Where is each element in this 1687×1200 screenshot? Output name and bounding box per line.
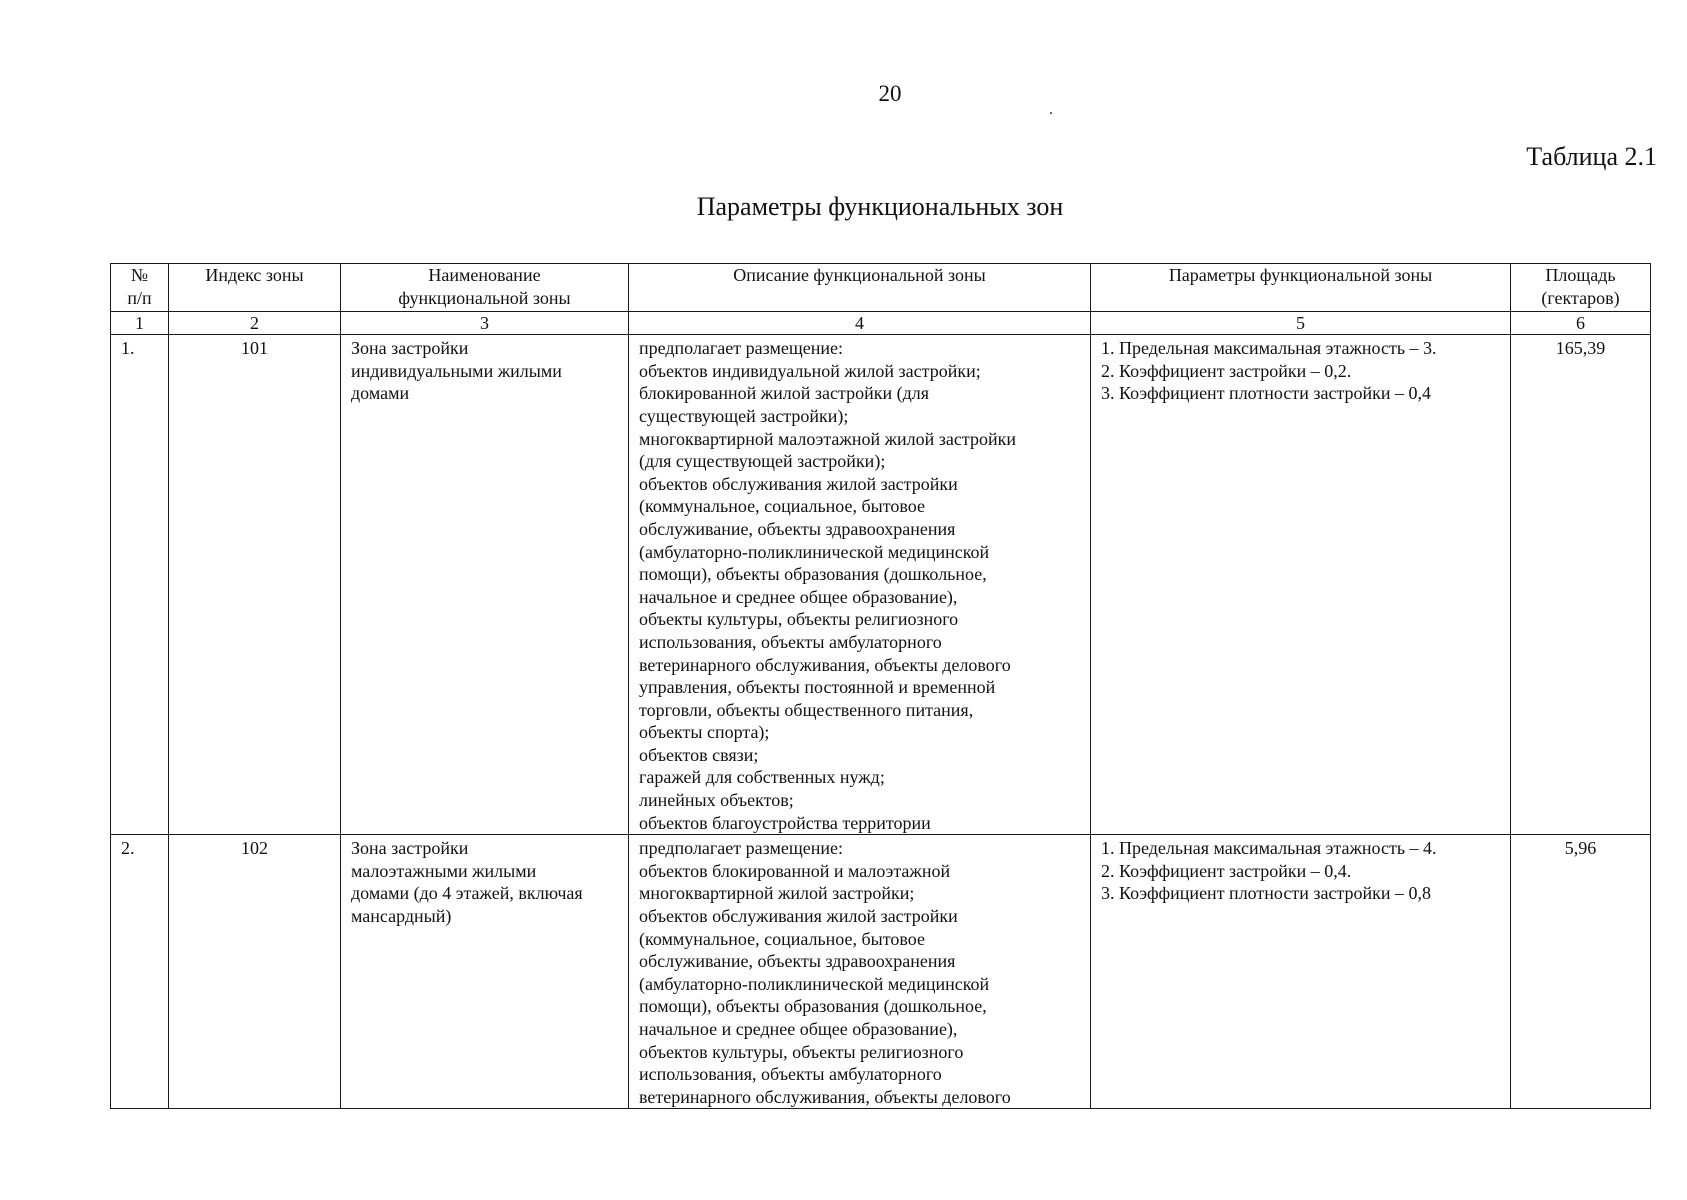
cell-zone-parameters-line: 2. Коэффициент застройки – 0,2.	[1101, 360, 1352, 381]
cell-number: 1.	[111, 335, 169, 835]
cell-zone-description-line: объектов обслуживания жилой застройки	[639, 906, 958, 927]
cell-zone-parameters-line: 3. Коэффициент плотности застройки – 0,8	[1101, 883, 1432, 904]
cell-area: 5,96	[1511, 835, 1651, 1109]
cell-zone-description-line: линейных объектов;	[639, 790, 794, 811]
cell-zone-description-line: объектов обслуживания жилой застройки	[639, 473, 958, 494]
header-area: Площадь (гектаров)	[1511, 264, 1651, 312]
cell-zone-parameters	[1091, 335, 1511, 835]
table-label: Таблица 2.1	[1526, 142, 1657, 171]
table-row	[111, 335, 1651, 835]
cell-zone-description-line: объекты культуры, объекты религиозного	[639, 609, 959, 630]
header-index: Индекс зоны	[169, 264, 341, 312]
column-number: 1	[111, 312, 169, 335]
cell-zone-description	[629, 335, 1091, 835]
column-number: 4	[629, 312, 1091, 335]
table-body	[111, 335, 1651, 1109]
cell-zone-description-line: (амбулаторно-поликлинической медицинской	[639, 973, 990, 994]
cell-zone-description-line: (для существующей застройки);	[639, 451, 886, 472]
cell-zone-description-line: (коммунальное, социальное, бытовое	[639, 928, 925, 949]
cell-zone-description-line: ветеринарного обслуживания, объекты делового	[639, 654, 1011, 675]
cell-zone-name-line: индивидуальными жилыми	[351, 360, 562, 381]
column-number-row	[111, 312, 1651, 335]
table-row	[111, 835, 1651, 1109]
header-name: Наименование функциональной зоны	[341, 264, 629, 312]
cell-zone-description-line: использования, объекты амбулаторного	[639, 631, 942, 652]
cell-zone-description-line: обслуживание, объекты здравоохранения	[639, 518, 956, 539]
cell-zone-description-line: объектов культуры, объекты религиозного	[639, 1041, 964, 1062]
column-number: 5	[1091, 312, 1511, 335]
document-title: Параметры функциональных зон	[696, 192, 1064, 221]
cell-zone-description-line: использования, объекты амбулаторного	[639, 1064, 942, 1085]
header-description: Описание функциональной зоны	[629, 264, 1091, 312]
cell-zone-description-line: объектов благоустройства территории	[639, 812, 931, 833]
cell-number: 2.	[111, 835, 169, 1109]
cell-zone-description-line: объектов индивидуальной жилой застройки;	[639, 360, 981, 381]
cell-zone-description-line: обслуживание, объекты здравоохранения	[639, 951, 956, 972]
cell-zone-description-line: гаражей для собственных нужд;	[639, 767, 885, 788]
cell-zone-name-line: малоэтажными жилыми	[351, 860, 537, 881]
cell-zone-parameters-line: 2. Коэффициент застройки – 0,4.	[1101, 860, 1352, 881]
zones-table	[110, 263, 1651, 1109]
cell-zone-name-line: Зона застройки	[351, 838, 469, 859]
column-number: 2	[169, 312, 341, 335]
header-num: № п/п	[111, 264, 169, 312]
cell-zone-description-line: объектов блокированной и малоэтажной	[639, 860, 951, 881]
cell-zone-parameters-line: 3. Коэффициент плотности застройки – 0,4	[1101, 383, 1432, 404]
cell-zone-description-line: начальное и среднее общее образование),	[639, 586, 958, 607]
cell-zone-index: 101	[169, 335, 341, 835]
cell-zone-parameters	[1091, 835, 1511, 1109]
cell-zone-parameters-line: 1. Предельная максимальная этажность – 3.	[1101, 338, 1437, 359]
header-parameters: Параметры функциональной зоны	[1091, 264, 1511, 312]
cell-zone-description-line: многоквартирной малоэтажной жилой застройки	[639, 428, 1016, 449]
scan-speck	[1050, 112, 1052, 114]
cell-zone-name	[341, 835, 629, 1109]
cell-zone-description-line: управления, объекты постоянной и временной	[639, 677, 996, 698]
cell-area: 165,39	[1511, 335, 1651, 835]
cell-zone-description-line: объекты спорта);	[639, 722, 770, 743]
cell-zone-parameters-line: 1. Предельная максимальная этажность – 4.	[1101, 838, 1437, 859]
page-number: 20	[878, 81, 902, 106]
cell-zone-description-line: торговли, объекты общественного питания,	[639, 699, 974, 720]
cell-zone-description-line: существующей застройки);	[639, 405, 849, 426]
cell-zone-name-line: домами (до 4 этажей, включая	[351, 883, 583, 904]
cell-zone-description-line: начальное и среднее общее образование),	[639, 1019, 958, 1039]
cell-zone-name	[341, 335, 629, 835]
cell-zone-description-line: помощи), объекты образования (дошкольное,	[639, 564, 987, 585]
cell-zone-name-line: мансардный)	[351, 906, 452, 927]
column-number: 6	[1511, 312, 1651, 335]
cell-zone-description-line: ветеринарного обслуживания, объекты делового	[639, 1086, 1011, 1107]
cell-zone-description-line: (коммунальное, социальное, бытовое	[639, 496, 925, 517]
cell-zone-description-line: помощи), объекты образования (дошкольное,	[639, 996, 987, 1017]
cell-zone-description-line: объектов связи;	[639, 744, 759, 765]
cell-zone-name-line: домами	[351, 383, 410, 404]
cell-zone-description-line: предполагает размещение:	[639, 338, 843, 359]
cell-zone-description-line: (амбулаторно-поликлинической медицинской	[639, 541, 990, 562]
cell-zone-index: 102	[169, 835, 341, 1109]
cell-zone-name-line: Зона застройки	[351, 338, 469, 359]
header-row	[111, 264, 1651, 312]
cell-zone-description-line: предполагает размещение:	[639, 838, 843, 859]
cell-zone-description-line: многоквартирной жилой застройки;	[639, 883, 915, 904]
column-number: 3	[341, 312, 629, 335]
cell-zone-description	[629, 835, 1091, 1109]
cell-zone-description-line: блокированной жилой застройки (для	[639, 383, 930, 404]
